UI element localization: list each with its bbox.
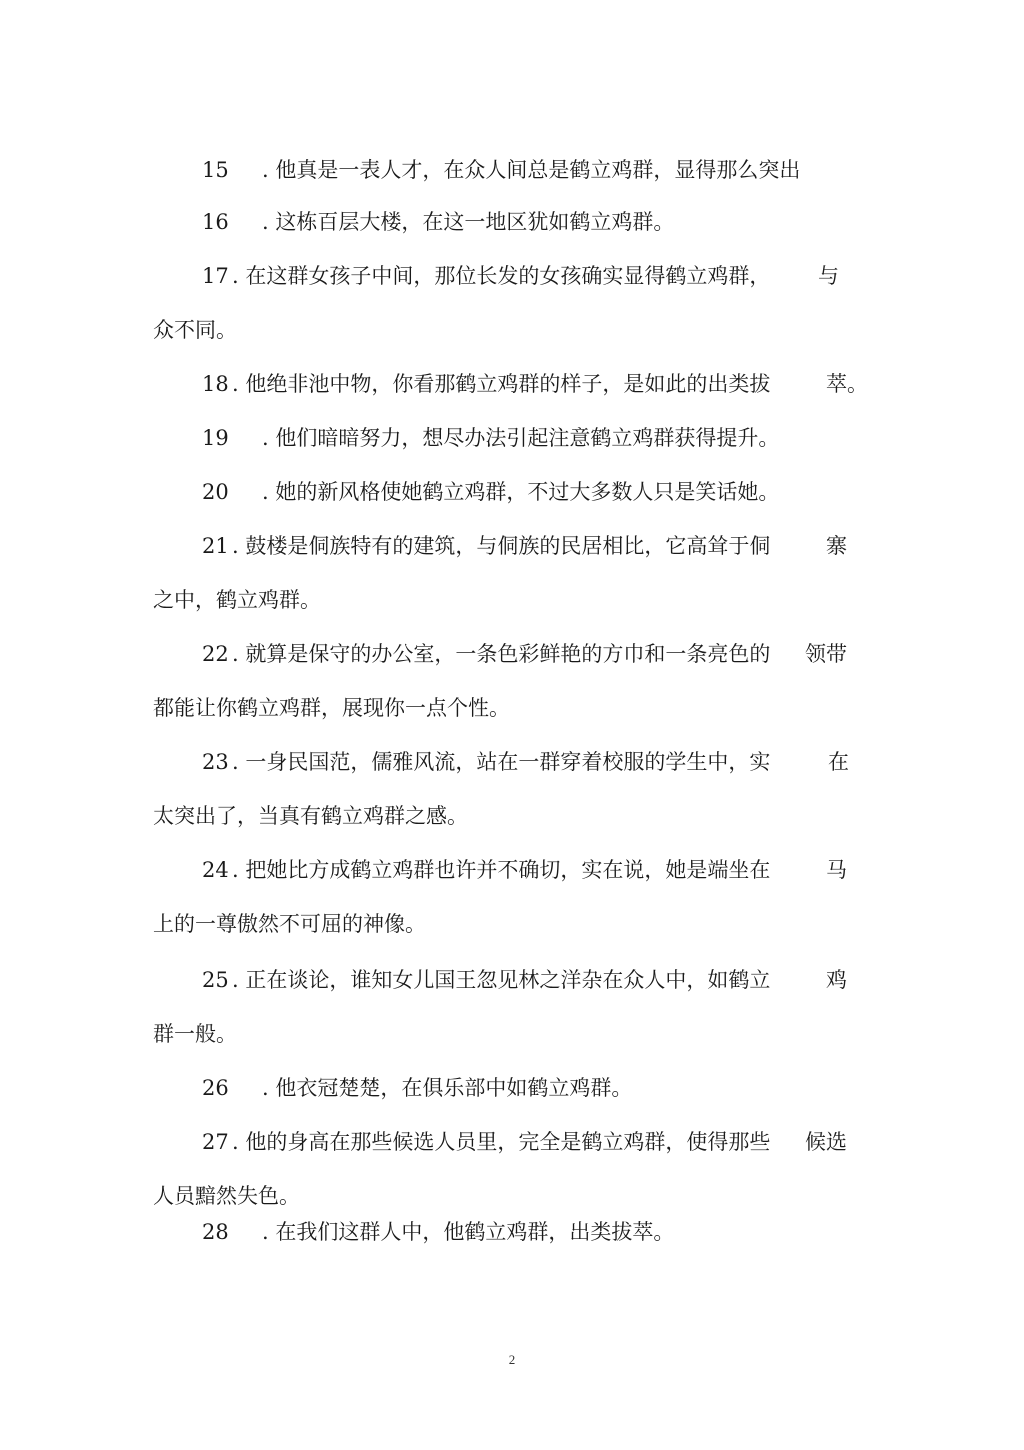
item-text-tail: 鸡	[826, 968, 847, 992]
item-text-continued: 人员黯然失色。	[153, 1184, 300, 1208]
item-text-tail: 寨	[826, 534, 847, 558]
item-text-tail: 领带	[805, 642, 847, 666]
item-number: 18	[202, 372, 229, 396]
item-number: 28	[202, 1220, 229, 1244]
item-number: 25	[202, 968, 229, 992]
item-number: 20	[202, 480, 229, 504]
item-number: 24	[202, 858, 229, 882]
item-number: 19	[202, 426, 229, 450]
item-text: . 在这群女孩子中间，那位长发的女孩确实显得鹤立鸡群，	[232, 264, 771, 288]
item-number: 21	[202, 534, 229, 558]
item-text-continued: 之中，鹤立鸡群。	[153, 588, 321, 612]
item-number: 22	[202, 642, 229, 666]
item-text-continued: 太突出了，当真有鹤立鸡群之感。	[153, 804, 468, 828]
item-text-tail: 萃。	[826, 372, 868, 396]
item-text-tail: 与	[818, 264, 839, 288]
item-text: . 她的新风格使她鹤立鸡群，不过大多数人只是笑话她。	[262, 480, 780, 504]
item-text: . 就算是保守的办公室，一条色彩鲜艳的方巾和一条亮色的	[232, 642, 771, 666]
item-text-continued: 上的一尊傲然不可屈的神像。	[153, 912, 426, 936]
item-text: . 正在谈论，谁知女儿国王忽见林之洋杂在众人中，如鹤立	[232, 968, 771, 992]
item-text-tail: 在	[828, 750, 849, 774]
item-text-tail: 候选	[805, 1130, 847, 1154]
item-number: 23	[202, 750, 229, 774]
item-text: . 在我们这群人中，他鹤立鸡群，出类拔萃。	[262, 1220, 675, 1244]
item-number: 27	[202, 1130, 229, 1154]
page-number: 2	[508, 1352, 516, 1367]
item-text: . 他衣冠楚楚，在俱乐部中如鹤立鸡群。	[262, 1076, 633, 1100]
item-text: . 他的身高在那些候选人员里，完全是鹤立鸡群，使得那些	[232, 1130, 771, 1154]
item-text: . 他真是一表人才，在众人间总是鹤立鸡群，显得那么突出	[262, 158, 801, 182]
item-text: . 把她比方成鹤立鸡群也许并不确切，实在说，她是端坐在	[232, 858, 771, 882]
item-text: . 这栋百层大楼，在这一地区犹如鹤立鸡群。	[262, 210, 675, 234]
item-text: . 他绝非池中物，你看那鹤立鸡群的样子，是如此的出类拔	[232, 372, 771, 396]
item-text-continued: 都能让你鹤立鸡群，展现你一点个性。	[153, 696, 510, 720]
item-number: 26	[202, 1076, 229, 1100]
item-text: . 他们暗暗努力，想尽办法引起注意鹤立鸡群获得提升。	[262, 426, 780, 450]
item-number: 15	[202, 158, 229, 182]
item-text-continued: 群一般。	[153, 1022, 237, 1046]
item-text-continued: 众不同。	[153, 318, 237, 342]
item-text: . 鼓楼是侗族特有的建筑，与侗族的民居相比，它高耸于侗	[232, 534, 771, 558]
item-text-tail: 马	[826, 858, 847, 882]
item-number: 16	[202, 210, 229, 234]
item-number: 17	[202, 264, 229, 288]
item-text: . 一身民国范，儒雅风流，站在一群穿着校服的学生中，实	[232, 750, 771, 774]
